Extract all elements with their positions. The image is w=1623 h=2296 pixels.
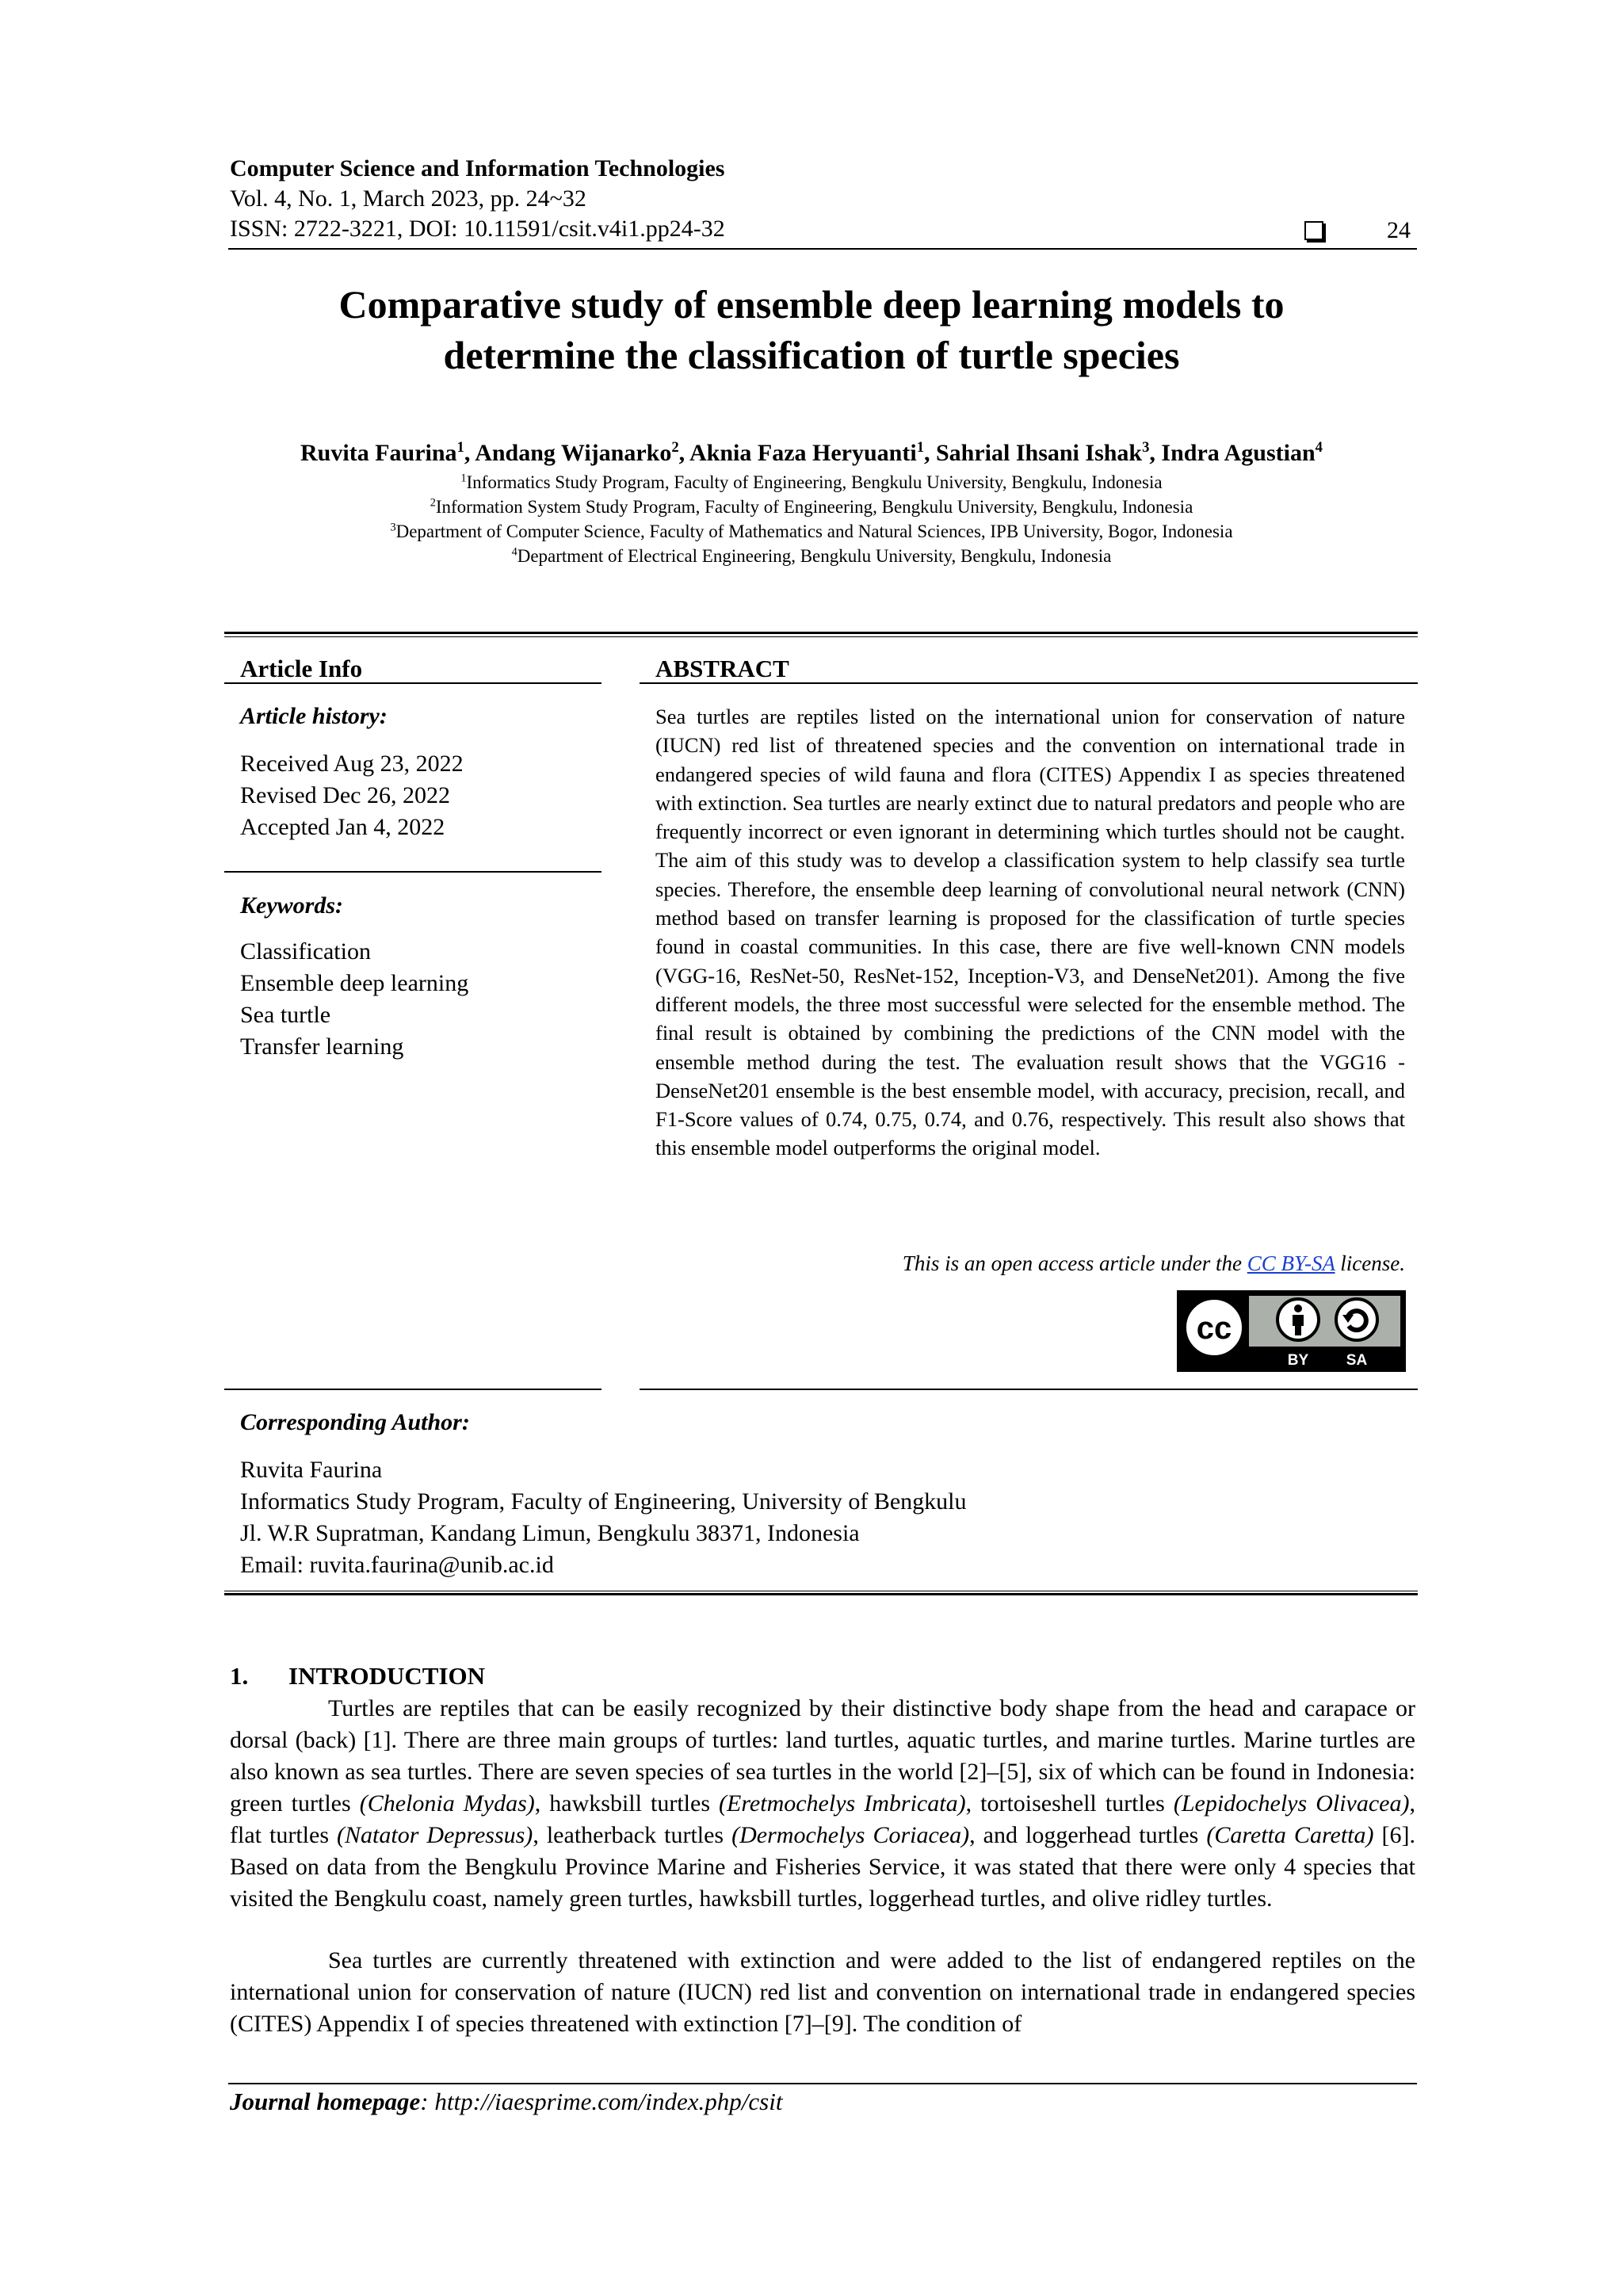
keywords-rule [224,871,601,873]
footer-rule [228,2083,1417,2084]
date-revised: Revised Dec 26, 2022 [240,782,450,808]
affiliation-1: $^1$Informatics Study Program, Faculty of Engineering, Bengkulu University, Bengkulu, Indonesia [460,472,1163,492]
affiliation-2: $^2$Information System Study Program, Faculty of Engineering, Bengkulu University, Bengkulu, Indonesia [430,496,1193,517]
abstract-rule [640,682,1418,684]
body-text-run: Turtles are reptiles that can be easily recognized by their distinctive body shape from the head and carapace or dorsal (back) [1]. There are three main groups of turtles: land turtles, aquatic turtles, and marine turtles. Marine turtles are also known as sea turtles. There are seven species of sea turtles in the world [2]–[5], six of which can be found in Indonesia: green turtles [230,1695,1415,1817]
author-affiliation-marker: 2 [671,439,679,456]
author-name: Ruvita Faurina [300,440,457,466]
author-name: Indra Agustian [1161,440,1316,466]
infobox-bottom-rule [224,1593,1418,1595]
author-list: Ruvita Faurina$^1$, Andang Wijanarko$^2$, Aknia Faza Heryuanti$^1$, Sahrial Ihsani Ishak$^3$, Indra Agustian$^4$ [300,439,1323,466]
left-column-bottom-rule [224,1389,601,1390]
keyword-item: Classification [240,938,371,965]
journal-homepage-url[interactable]: : http://iaesprime.com/index.php/csit [420,2088,783,2115]
intro-paragraph-1 [230,1693,1415,1915]
date-received: Received Aug 23, 2022 [240,751,464,777]
section-heading: INTRODUCTION [288,1662,486,1690]
species-name: (Lepidochelys Olivacea) [1173,1790,1410,1817]
article-history-label: Article history: [240,703,388,729]
svg-text:cc: cc [1196,1311,1232,1346]
author-name: Aknia Faza Heryuanti [689,440,917,466]
corresponding-address: Jl. W.R Supratman, Kandang Limun, Bengkulu 38371, Indonesia [240,1520,860,1546]
license-statement: This is an open access article under the CC BY-SA license. [902,1251,1405,1275]
svg-text:BY: BY [1287,1352,1309,1369]
body-text-run: , tortoiseshell turtles [965,1790,1174,1817]
date-accepted: Accepted Jan 4, 2022 [240,814,445,840]
author-name: Andang Wijanarko [475,440,672,466]
infobox-top-rule-thin [224,636,1418,637]
body-text-run: [6]. Based on data from the Bengkulu Province Marine and Fisheries Service, it was stated that there were only 4 species that visited the Bengkulu coast, namely green turtles, hawksbill turtles, loggerhead turtles, and olive ridley turtles. [230,1822,1416,1912]
corresponding-email: Email: ruvita.faurina@unib.ac.id [240,1552,554,1578]
affiliation-3: $^3$Department of Computer Science, Faculty of Mathematics and Natural Sciences, IPB University, Bogor, Indonesia [390,521,1233,541]
svg-text:SA: SA [1346,1352,1368,1369]
journal-name: Computer Science and Information Technologies [230,155,725,181]
corresponding-author-label: Corresponding Author: [240,1409,470,1435]
cc-license-icon [1179,1293,1403,1370]
journal-homepage: Journal homepage: http://iaesprime.com/index.php/csit [230,2088,783,2115]
body-text-run: , and loggerhead turtles [969,1822,1207,1848]
keyword-item: Sea turtle [240,1002,331,1028]
body-text-run: , flat turtles [230,1790,1415,1848]
infobox-top-rule [224,632,1418,634]
body-text-run: , leatherback turtles [533,1822,732,1848]
species-name: (Eretmochelys Imbricata) [719,1790,966,1817]
article-info-rule [224,682,601,684]
paper-title-line-1: Comparative study of ensemble deep learning models to [338,282,1285,327]
cc-by-sa-link[interactable]: CC BY-SA [1247,1251,1335,1275]
species-name: (Caretta Caretta) [1206,1822,1374,1848]
author-affiliation-marker: 3 [1142,439,1150,456]
author-affiliation-marker: 4 [1315,439,1323,456]
intro-paragraph-2: Sea turtles are currently threatened with extinction and were added to the list of endangered reptiles on the international union for conservation of nature (IUCN) red list and convention on international trade in endangered species (CITES) Appendix I of species threatened with extinction [7]–[9]. The condition of [230,1947,1415,2037]
body-text-run: , hawksbill turtles [534,1790,720,1817]
corresponding-affiliation: Informatics Study Program, Faculty of Engineering, University of Bengkulu [240,1488,967,1515]
page-number: 24 [1387,217,1411,243]
journal-volume: Vol. 4, No. 1, March 2023, pp. 24~32 [230,185,586,212]
checkbox-icon [1304,221,1323,240]
species-name: (Chelonia Mydas) [359,1790,535,1817]
affiliation-4: $^4$Department of Electrical Engineering, Bengkulu University, Bengkulu, Indonesia [511,545,1112,566]
paper-title-line-2: determine the classification of turtle species [443,333,1180,377]
header-rule [228,248,1417,250]
keywords-label: Keywords: [240,892,343,919]
species-name: (Natator Depressus) [337,1822,533,1848]
species-name: (Dermochelys Coriacea) [731,1822,970,1848]
abstract-heading: ABSTRACT [655,655,789,682]
keyword-item: Transfer learning [240,1033,404,1060]
author-affiliation-marker: 1 [456,439,464,456]
section-number: 1. [230,1662,249,1690]
right-column-bottom-rule [640,1389,1418,1390]
journal-issn: ISSN: 2722-3221, DOI: 10.11591/csit.v4i1.pp24-32 [230,216,725,242]
author-name: Sahrial Ihsani Ishak [935,440,1143,466]
abstract-text: Sea turtles are reptiles listed on the international union for conservation of nature (IUCN) red list of threatened species and the convention on international trade in endangered species of wild fauna and flora (CITES) Appendix I as species threatened with extinction. Sea turtles are nearly extinct due to natural predators and people who are frequently incorrect or even ignorant in determining which turtles should not be caught. The aim of this study was to develop a classification system to help classify sea turtle species. Therefore, the ensemble deep learning of convolutional neural network (CNN) method based on transfer learning is proposed for the classification of turtle species found in coastal communities. In this case, there are five well-known CNN models (VGG-16, ResNet-50, ResNet-152, Inception-V3, and DenseNet201). Among the five different models, the three most successful were selected for the ensemble method. The final result is obtained by combining the predictions of the CNN model with the ensemble method during the test. The evaluation result shows that the VGG16 - DenseNet201 ensemble is the best ensemble model, with accuracy, precision, recall, and F1-Score values of 0.74, 0.75, 0.74, and 0.76, respectively. This result also shows that this ensemble model outperforms the original model. [655,705,1405,1160]
corresponding-name: Ruvita Faurina [240,1457,383,1483]
article-info-heading: Article Info [240,655,363,682]
cc-by-sa-badge[interactable] [1177,1290,1406,1372]
keyword-item: Ensemble deep learning [240,970,469,996]
author-affiliation-marker: 1 [916,439,924,456]
